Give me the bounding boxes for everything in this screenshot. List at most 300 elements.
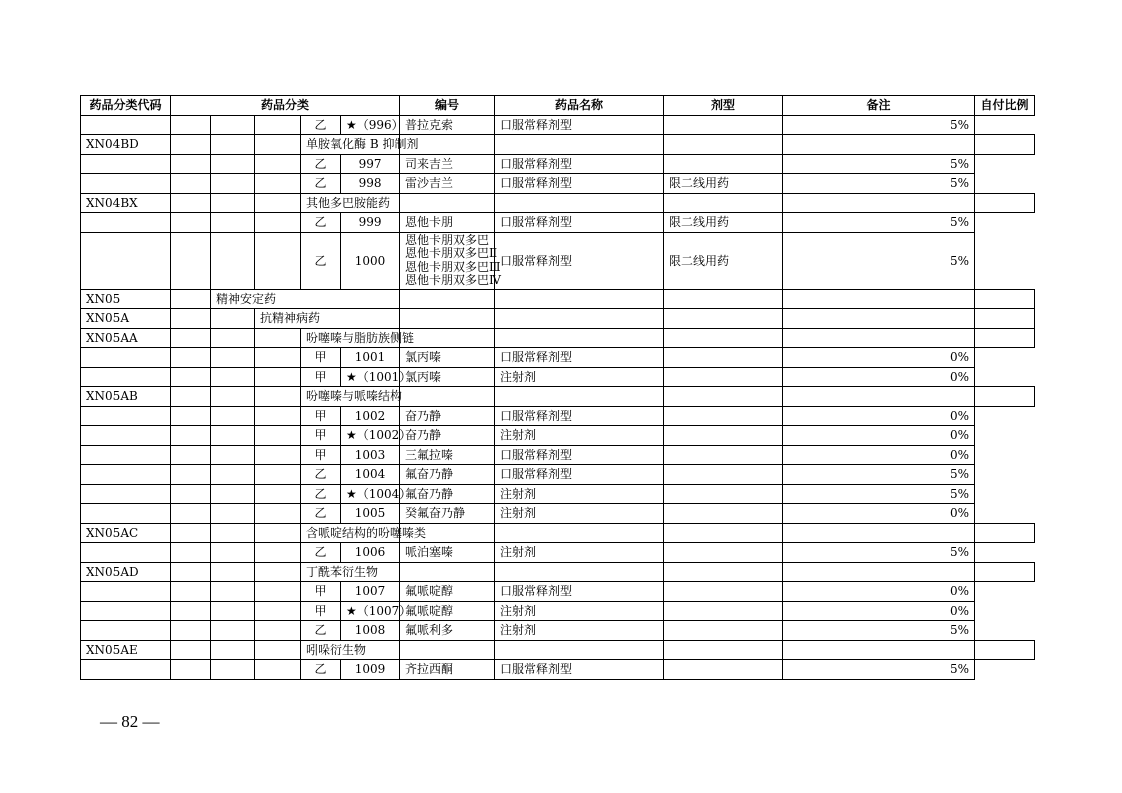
level3-cell	[255, 174, 301, 194]
category-row	[81, 289, 1035, 309]
category-label-cell: 吩噻嗪与哌嗪结构	[301, 387, 400, 407]
dosage-form-cell: 口服常释剂型	[495, 465, 664, 485]
category-code-cell: XN05AE	[81, 640, 171, 660]
copay-ratio-cell: 0%	[783, 582, 975, 602]
category-label-cell: 其他多巴胺能药	[301, 193, 400, 213]
remark-cell	[664, 601, 783, 621]
empty-cell	[783, 135, 975, 155]
empty-cell	[975, 562, 1035, 582]
empty-cell	[400, 640, 495, 660]
level1-cell	[171, 426, 211, 446]
copay-ratio-cell: 5%	[783, 621, 975, 641]
grade-cell: 乙	[301, 543, 341, 563]
grade-cell: 乙	[301, 621, 341, 641]
grade-cell: 乙	[301, 465, 341, 485]
empty-cell	[495, 562, 664, 582]
grade-cell: 甲	[301, 406, 341, 426]
number-cell: 1006	[341, 543, 400, 563]
spacer-cell	[171, 523, 211, 543]
code-cell	[81, 582, 171, 602]
category-row	[81, 562, 1035, 582]
drug-name-cell: 司来吉兰	[400, 154, 495, 174]
category-label-cell: 单胺氧化酶 B 抑制剂	[301, 135, 400, 155]
empty-cell	[664, 289, 783, 309]
empty-cell	[495, 523, 664, 543]
empty-cell	[400, 309, 495, 329]
table-body	[81, 115, 1035, 679]
spacer-cell	[255, 135, 301, 155]
grade-cell: 乙	[301, 232, 341, 289]
drug-name-line: 恩他卡朋双多巴Ⅱ	[405, 246, 498, 260]
code-cell	[81, 465, 171, 485]
drug-name-cell: 奋乃静	[400, 426, 495, 446]
header-remark: 备注	[783, 96, 975, 116]
number-cell: 1001	[341, 348, 400, 368]
level3-cell	[255, 348, 301, 368]
level2-cell	[211, 154, 255, 174]
drug-row	[81, 465, 1035, 485]
level2-cell	[211, 232, 255, 289]
level2-cell	[211, 504, 255, 524]
remark-cell	[664, 406, 783, 426]
level3-cell	[255, 504, 301, 524]
drug-name-cell: 氟奋乃静	[400, 484, 495, 504]
level2-cell	[211, 426, 255, 446]
spacer-cell	[171, 640, 211, 660]
empty-cell	[400, 562, 495, 582]
empty-cell	[975, 309, 1035, 329]
empty-cell	[495, 640, 664, 660]
header-drug-name: 药品名称	[495, 96, 664, 116]
remark-cell	[664, 465, 783, 485]
drug-name-cell: 三氟拉嗪	[400, 445, 495, 465]
category-code-cell: XN05A	[81, 309, 171, 329]
copay-ratio-cell: 0%	[783, 504, 975, 524]
copay-ratio-cell: 5%	[783, 115, 975, 135]
header-number: 编号	[400, 96, 495, 116]
level1-cell	[171, 348, 211, 368]
spacer-cell	[255, 328, 301, 348]
level1-cell	[171, 543, 211, 563]
dosage-form-cell: 注射剂	[495, 367, 664, 387]
level1-cell	[171, 154, 211, 174]
level1-cell	[171, 445, 211, 465]
remark-cell	[664, 621, 783, 641]
category-row	[81, 328, 1035, 348]
drug-row	[81, 504, 1035, 524]
empty-cell	[783, 523, 975, 543]
number-cell: 1005	[341, 504, 400, 524]
remark-cell	[664, 543, 783, 563]
drug-row	[81, 174, 1035, 194]
grade-cell: 甲	[301, 367, 341, 387]
code-cell	[81, 115, 171, 135]
level1-cell	[171, 504, 211, 524]
number-cell: 1002	[341, 406, 400, 426]
remark-cell	[664, 348, 783, 368]
spacer-cell	[171, 309, 211, 329]
level1-cell	[171, 367, 211, 387]
level2-cell	[211, 115, 255, 135]
grade-cell: 甲	[301, 348, 341, 368]
level3-cell	[255, 484, 301, 504]
copay-ratio-cell: 0%	[783, 426, 975, 446]
grade-cell: 甲	[301, 601, 341, 621]
copay-ratio-cell: 0%	[783, 348, 975, 368]
grade-cell: 乙	[301, 174, 341, 194]
category-label-cell: 吩噻嗪与脂肪族侧链	[301, 328, 400, 348]
number-cell: 1007	[341, 582, 400, 602]
level2-cell	[211, 601, 255, 621]
drug-catalog-page	[80, 95, 1035, 680]
header-dosage-form: 剂型	[664, 96, 783, 116]
grade-cell: 甲	[301, 426, 341, 446]
category-row	[81, 523, 1035, 543]
empty-cell	[975, 193, 1035, 213]
empty-cell	[495, 135, 664, 155]
level1-cell	[171, 660, 211, 680]
remark-cell	[664, 582, 783, 602]
spacer-cell	[171, 135, 211, 155]
drug-row	[81, 154, 1035, 174]
drug-row	[81, 426, 1035, 446]
level1-cell	[171, 484, 211, 504]
drug-row	[81, 660, 1035, 680]
empty-cell	[975, 523, 1035, 543]
empty-cell	[664, 640, 783, 660]
dosage-form-cell: 注射剂	[495, 543, 664, 563]
number-cell: ★（1004）	[341, 484, 400, 504]
level2-cell	[211, 213, 255, 233]
drug-row	[81, 348, 1035, 368]
remark-cell	[664, 115, 783, 135]
number-cell: 1009	[341, 660, 400, 680]
spacer-cell	[171, 193, 211, 213]
number-cell: ★（1007）	[341, 601, 400, 621]
drug-name-line: 恩他卡朋双多巴Ⅳ	[405, 273, 502, 287]
number-cell: 1008	[341, 621, 400, 641]
code-cell	[81, 348, 171, 368]
dosage-form-cell: 口服常释剂型	[495, 445, 664, 465]
empty-cell	[495, 193, 664, 213]
spacer-cell	[211, 562, 255, 582]
dosage-form-cell: 口服常释剂型	[495, 348, 664, 368]
category-label-cell: 丁酰苯衍生物	[301, 562, 400, 582]
drug-name-cell: 氟哌啶醇	[400, 601, 495, 621]
level1-cell	[171, 406, 211, 426]
dosage-form-cell: 口服常释剂型	[495, 154, 664, 174]
remark-cell	[664, 660, 783, 680]
level3-cell	[255, 426, 301, 446]
level2-cell	[211, 582, 255, 602]
drug-row	[81, 367, 1035, 387]
table-header-row	[81, 96, 1035, 116]
drug-row	[81, 484, 1035, 504]
level1-cell	[171, 465, 211, 485]
spacer-cell	[211, 309, 255, 329]
header-category: 药品分类	[171, 96, 400, 116]
level3-cell	[255, 367, 301, 387]
spacer-cell	[211, 135, 255, 155]
remark-cell	[664, 426, 783, 446]
level2-cell	[211, 348, 255, 368]
level1-cell	[171, 115, 211, 135]
code-cell	[81, 484, 171, 504]
number-cell: 998	[341, 174, 400, 194]
level3-cell	[255, 154, 301, 174]
category-label-cell: 抗精神病药	[255, 309, 400, 329]
number-cell: 999	[341, 213, 400, 233]
code-cell	[81, 621, 171, 641]
level3-cell	[255, 406, 301, 426]
category-code-cell: XN04BX	[81, 193, 171, 213]
drug-name-cell: 齐拉西酮	[400, 660, 495, 680]
level3-cell	[255, 601, 301, 621]
drug-row	[81, 601, 1035, 621]
page-number: — 82 —	[100, 712, 160, 731]
level2-cell	[211, 465, 255, 485]
code-cell	[81, 154, 171, 174]
empty-cell	[783, 328, 975, 348]
number-cell: 1003	[341, 445, 400, 465]
remark-cell: 限二线用药	[664, 174, 783, 194]
grade-cell: 乙	[301, 115, 341, 135]
empty-cell	[400, 387, 495, 407]
dosage-form-cell: 口服常释剂型	[495, 213, 664, 233]
header-code: 药品分类代码	[81, 96, 171, 116]
category-row	[81, 193, 1035, 213]
level3-cell	[255, 582, 301, 602]
drug-row	[81, 213, 1035, 233]
level1-cell	[171, 601, 211, 621]
copay-ratio-cell: 5%	[783, 232, 975, 289]
empty-cell	[975, 289, 1035, 309]
copay-ratio-cell: 5%	[783, 484, 975, 504]
level2-cell	[211, 406, 255, 426]
level3-cell	[255, 115, 301, 135]
empty-cell	[495, 309, 664, 329]
drug-name-cell	[400, 232, 502, 289]
spacer-cell	[171, 328, 211, 348]
category-label-cell: 吲哚衍生物	[301, 640, 400, 660]
category-code-cell: XN04BD	[81, 135, 171, 155]
dosage-form-cell: 口服常释剂型	[495, 582, 664, 602]
level1-cell	[171, 582, 211, 602]
empty-cell	[664, 523, 783, 543]
drug-row	[81, 445, 1035, 465]
code-cell	[81, 232, 171, 289]
category-code-cell: XN05AA	[81, 328, 171, 348]
empty-cell	[783, 289, 975, 309]
drug-name-cell: 氟奋乃静	[400, 465, 495, 485]
drug-name-cell: 恩他卡朋	[400, 213, 495, 233]
drug-name-cell: 氟哌啶醇	[400, 582, 495, 602]
dosage-form-cell: 口服常释剂型	[495, 174, 664, 194]
drug-name-cell: 氯丙嗪	[400, 348, 495, 368]
dosage-form-cell: 注射剂	[495, 484, 664, 504]
category-code-cell: XN05AB	[81, 387, 171, 407]
dosage-form-cell: 注射剂	[495, 601, 664, 621]
spacer-cell	[255, 193, 301, 213]
copay-ratio-cell: 0%	[783, 406, 975, 426]
empty-cell	[783, 640, 975, 660]
category-row	[81, 135, 1035, 155]
dosage-form-cell: 注射剂	[495, 621, 664, 641]
spacer-cell	[171, 387, 211, 407]
drug-catalog-table	[80, 95, 1035, 680]
spacer-cell	[211, 193, 255, 213]
dosage-form-cell: 口服常释剂型	[495, 406, 664, 426]
empty-cell	[783, 309, 975, 329]
drug-row	[81, 115, 1035, 135]
level2-cell	[211, 445, 255, 465]
remark-cell	[664, 154, 783, 174]
remark-cell	[664, 445, 783, 465]
level2-cell	[211, 660, 255, 680]
spacer-cell	[255, 640, 301, 660]
grade-cell: 甲	[301, 582, 341, 602]
code-cell	[81, 406, 171, 426]
empty-cell	[664, 562, 783, 582]
spacer-cell	[255, 387, 301, 407]
empty-cell	[495, 328, 664, 348]
category-row	[81, 640, 1035, 660]
code-cell	[81, 445, 171, 465]
level3-cell	[255, 213, 301, 233]
code-cell	[81, 543, 171, 563]
grade-cell: 乙	[301, 213, 341, 233]
number-cell: 1000	[341, 232, 400, 289]
grade-cell: 甲	[301, 445, 341, 465]
drug-row	[81, 582, 1035, 602]
code-cell	[81, 504, 171, 524]
empty-cell	[975, 640, 1035, 660]
number-cell: ★（1002）	[341, 426, 400, 446]
level2-cell	[211, 367, 255, 387]
code-cell	[81, 367, 171, 387]
empty-cell	[783, 193, 975, 213]
copay-ratio-cell: 5%	[783, 660, 975, 680]
grade-cell: 乙	[301, 504, 341, 524]
empty-cell	[783, 562, 975, 582]
remark-cell	[664, 367, 783, 387]
spacer-cell	[255, 523, 301, 543]
category-code-cell: XN05	[81, 289, 171, 309]
empty-cell	[783, 387, 975, 407]
spacer-cell	[211, 523, 255, 543]
level1-cell	[171, 621, 211, 641]
drug-name-cell: 氟哌利多	[400, 621, 495, 641]
level3-cell	[255, 621, 301, 641]
code-cell	[81, 174, 171, 194]
drug-name-line: 恩他卡朋双多巴	[405, 232, 490, 247]
empty-cell	[664, 328, 783, 348]
level3-cell	[255, 445, 301, 465]
drug-row	[81, 621, 1035, 641]
empty-cell	[400, 289, 495, 309]
spacer-cell	[211, 328, 255, 348]
spacer-cell	[211, 387, 255, 407]
drug-name-cell: 癸氟奋乃静	[400, 504, 495, 524]
drug-row	[81, 543, 1035, 563]
number-cell: ★（996）	[341, 115, 400, 135]
copay-ratio-cell: 5%	[783, 465, 975, 485]
code-cell	[81, 660, 171, 680]
spacer-cell	[171, 289, 211, 309]
category-label-cell: 精神安定药	[211, 289, 400, 309]
category-code-cell: XN05AD	[81, 562, 171, 582]
copay-ratio-cell: 5%	[783, 154, 975, 174]
remark-cell	[664, 484, 783, 504]
copay-ratio-cell: 0%	[783, 445, 975, 465]
copay-ratio-cell: 0%	[783, 367, 975, 387]
grade-cell: 乙	[301, 484, 341, 504]
dosage-form-cell: 注射剂	[495, 426, 664, 446]
empty-cell	[664, 193, 783, 213]
level2-cell	[211, 621, 255, 641]
drug-name-cell: 雷沙吉兰	[400, 174, 495, 194]
level1-cell	[171, 174, 211, 194]
level3-cell	[255, 232, 301, 289]
category-label-cell: 含哌啶结构的吩噻嗪类	[301, 523, 400, 543]
copay-ratio-cell: 5%	[783, 213, 975, 233]
dosage-form-cell: 口服常释剂型	[495, 232, 664, 289]
remark-cell: 限二线用药	[664, 232, 783, 289]
dosage-form-cell: 口服常释剂型	[495, 115, 664, 135]
number-cell: ★（1001）	[341, 367, 400, 387]
level1-cell	[171, 213, 211, 233]
empty-cell	[975, 387, 1035, 407]
category-code-cell: XN05AC	[81, 523, 171, 543]
empty-cell	[664, 387, 783, 407]
number-cell: 997	[341, 154, 400, 174]
grade-cell: 乙	[301, 660, 341, 680]
copay-ratio-cell: 5%	[783, 174, 975, 194]
empty-cell	[495, 289, 664, 309]
category-row	[81, 387, 1035, 407]
empty-cell	[495, 387, 664, 407]
level3-cell	[255, 543, 301, 563]
drug-row	[81, 406, 1035, 426]
level1-cell	[171, 232, 211, 289]
copay-ratio-cell: 5%	[783, 543, 975, 563]
header-copay-ratio: 自付比例	[975, 96, 1035, 116]
drug-name-cell: 哌泊塞嗪	[400, 543, 495, 563]
grade-cell: 乙	[301, 154, 341, 174]
empty-cell	[400, 193, 495, 213]
drug-name-cell: 普拉克索	[400, 115, 495, 135]
empty-cell	[975, 135, 1035, 155]
code-cell	[81, 426, 171, 446]
level2-cell	[211, 543, 255, 563]
spacer-cell	[211, 640, 255, 660]
spacer-cell	[171, 562, 211, 582]
empty-cell	[664, 309, 783, 329]
drug-name-cell: 氯丙嗪	[400, 367, 495, 387]
code-cell	[81, 213, 171, 233]
copay-ratio-cell: 0%	[783, 601, 975, 621]
level2-cell	[211, 484, 255, 504]
number-cell: 1004	[341, 465, 400, 485]
drug-name-cell: 奋乃静	[400, 406, 495, 426]
empty-cell	[664, 135, 783, 155]
level3-cell	[255, 660, 301, 680]
dosage-form-cell: 注射剂	[495, 504, 664, 524]
dosage-form-cell: 口服常释剂型	[495, 660, 664, 680]
remark-cell	[664, 504, 783, 524]
code-cell	[81, 601, 171, 621]
spacer-cell	[255, 562, 301, 582]
